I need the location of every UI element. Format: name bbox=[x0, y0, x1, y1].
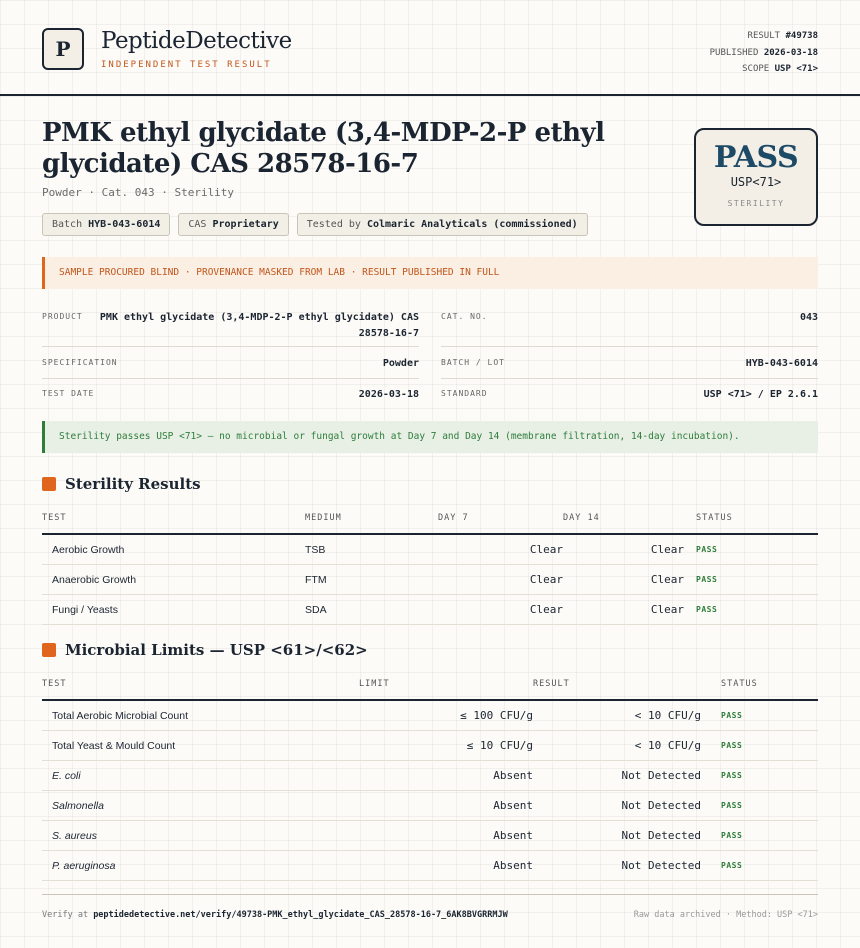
table-row bbox=[42, 565, 818, 595]
result: < 10 CFU/g bbox=[533, 731, 721, 761]
batch-chip-value: HYB-043-6014 bbox=[88, 219, 161, 230]
status-badge: PASS bbox=[721, 851, 818, 881]
sterility-title-text: Sterility Results bbox=[65, 475, 201, 493]
section-marker-icon bbox=[42, 643, 56, 657]
limit: ≤ 100 CFU/g bbox=[359, 700, 533, 731]
day14-result: Clear bbox=[563, 534, 696, 565]
archive-note: Raw data archived · Method: USP <71> bbox=[633, 910, 818, 920]
verify-label: Verify at bbox=[42, 910, 89, 920]
status-badge: PASS bbox=[696, 595, 818, 625]
scope-label: SCOPE bbox=[742, 64, 770, 74]
spec-label: SPECIFICATION bbox=[42, 358, 118, 367]
table-row bbox=[42, 821, 818, 851]
table-row bbox=[42, 700, 818, 731]
chip-row bbox=[42, 213, 588, 236]
status-badge: PASS bbox=[721, 731, 818, 761]
summary-note: Sterility passes USP <71> — no microbial or fungal growth at Day 7 and Day 14 (membrane filtration, 14-day incubation). bbox=[42, 421, 818, 453]
table-row bbox=[42, 595, 818, 625]
sterility-section-title bbox=[42, 475, 201, 493]
brand-name[interactable]: PeptideDetective bbox=[101, 28, 292, 54]
day14-result: Clear bbox=[563, 595, 696, 625]
test-name: S. aureus bbox=[42, 821, 359, 851]
badge-scope: STERILITY bbox=[727, 199, 785, 208]
microbial-table bbox=[42, 669, 818, 881]
cat-label: CAT. NO. bbox=[441, 312, 488, 321]
limit: Absent bbox=[359, 761, 533, 791]
table-header-row bbox=[42, 669, 818, 700]
microbial-section-title bbox=[42, 641, 368, 659]
batch-label: BATCH / LOT bbox=[441, 358, 505, 367]
medium: TSB bbox=[305, 534, 438, 565]
divider bbox=[42, 346, 419, 347]
provenance-banner: SAMPLE PROCURED BLIND · PROVENANCE MASKED FROM LAB · RESULT PUBLISHED IN FULL bbox=[42, 257, 818, 289]
brand-tagline: INDEPENDENT TEST RESULT bbox=[101, 60, 272, 70]
batch-value: HYB-043-6014 bbox=[745, 358, 818, 369]
info-spec bbox=[42, 358, 419, 374]
col-header: TEST bbox=[42, 503, 305, 534]
section-marker-icon bbox=[42, 477, 56, 491]
table-row bbox=[42, 851, 818, 881]
brand-logo: P bbox=[42, 28, 84, 70]
table-row bbox=[42, 791, 818, 821]
status-badge: PASS bbox=[721, 791, 818, 821]
table-row bbox=[42, 731, 818, 761]
test-name: Fungi / Yeasts bbox=[42, 595, 305, 625]
info-cat bbox=[441, 312, 818, 328]
standard-value: USP <71> / EP 2.6.1 bbox=[703, 389, 818, 400]
page-subtitle: Powder · Cat. 043 · Sterility bbox=[42, 186, 235, 199]
result: Not Detected bbox=[533, 821, 721, 851]
table-header-row bbox=[42, 503, 818, 534]
result: Not Detected bbox=[533, 761, 721, 791]
pass-badge bbox=[694, 128, 818, 226]
status-badge: PASS bbox=[696, 534, 818, 565]
result-label: RESULT bbox=[747, 31, 781, 41]
report-header bbox=[0, 0, 860, 96]
medium: FTM bbox=[305, 565, 438, 595]
cas-chip bbox=[178, 213, 288, 236]
product-value: PMK ethyl glycidate (3,4-MDP-2-P ethyl glycidate) CAS 28578-16-7 bbox=[99, 312, 419, 339]
table-row bbox=[42, 534, 818, 565]
result-meta bbox=[710, 28, 818, 78]
day14-result: Clear bbox=[563, 565, 696, 595]
page-title: PMK ethyl glycidate (3,4-MDP-2-P ethyl glycidate) CAS 28578-16-7 bbox=[42, 118, 605, 179]
limit: Absent bbox=[359, 791, 533, 821]
verify-line bbox=[42, 910, 508, 920]
status-badge: PASS bbox=[721, 821, 818, 851]
cas-chip-value: Proprietary bbox=[212, 219, 279, 230]
test-name: Total Aerobic Microbial Count bbox=[42, 700, 359, 731]
date-label: TEST DATE bbox=[42, 389, 95, 398]
test-name: Total Yeast & Mould Count bbox=[42, 731, 359, 761]
standard-label: STANDARD bbox=[441, 389, 488, 398]
test-name: Salmonella bbox=[42, 791, 359, 821]
info-batch bbox=[441, 358, 818, 374]
day7-result: Clear bbox=[438, 595, 563, 625]
verdict-text: PASS bbox=[713, 140, 799, 175]
limit: Absent bbox=[359, 851, 533, 881]
test-name: Aerobic Growth bbox=[42, 534, 305, 565]
medium: SDA bbox=[305, 595, 438, 625]
batch-chip bbox=[42, 213, 170, 236]
badge-standard: USP<71> bbox=[730, 175, 782, 189]
col-header: STATUS bbox=[696, 503, 818, 534]
divider bbox=[441, 378, 818, 379]
footer-divider bbox=[42, 894, 818, 895]
info-product bbox=[42, 312, 419, 342]
test-name: E. coli bbox=[42, 761, 359, 791]
tested-by-chip bbox=[297, 213, 588, 236]
col-header: TEST bbox=[42, 669, 359, 700]
status-badge: PASS bbox=[721, 761, 818, 791]
limit: Absent bbox=[359, 821, 533, 851]
date-value: 2026-03-18 bbox=[358, 389, 419, 400]
tested-chip-value: Colmaric Analyticals (commissioned) bbox=[366, 219, 578, 230]
spec-value: Powder bbox=[382, 358, 419, 369]
table-row bbox=[42, 761, 818, 791]
test-name: P. aeruginosa bbox=[42, 851, 359, 881]
test-name: Anaerobic Growth bbox=[42, 565, 305, 595]
result: < 10 CFU/g bbox=[533, 700, 721, 731]
day7-result: Clear bbox=[438, 534, 563, 565]
col-header: MEDIUM bbox=[305, 503, 438, 534]
col-header: LIMIT bbox=[359, 669, 533, 700]
col-header: DAY 7 bbox=[438, 503, 563, 534]
col-header: STATUS bbox=[721, 669, 818, 700]
divider bbox=[42, 378, 419, 379]
info-standard bbox=[441, 389, 818, 405]
tested-chip-label: Tested by bbox=[306, 219, 361, 230]
cat-value: 043 bbox=[799, 312, 818, 323]
status-badge: PASS bbox=[721, 700, 818, 731]
limit: ≤ 10 CFU/g bbox=[359, 731, 533, 761]
sterility-table bbox=[42, 503, 818, 625]
product-label: PRODUCT bbox=[42, 312, 83, 321]
cas-chip-label: CAS bbox=[188, 219, 207, 230]
status-badge: PASS bbox=[696, 565, 818, 595]
col-header: DAY 14 bbox=[563, 503, 696, 534]
scope-value: USP <71> bbox=[774, 64, 818, 74]
batch-chip-label: Batch bbox=[52, 219, 83, 230]
divider bbox=[441, 346, 818, 347]
published-date: 2026-03-18 bbox=[763, 47, 818, 58]
verify-link[interactable]: peptidedetective.net/verify/49738-PMK_ethyl_glycidate_CAS_28578-16-7_6AK8BVGRRMJW bbox=[93, 910, 508, 920]
result: Not Detected bbox=[533, 791, 721, 821]
microbial-title-text: Microbial Limits — USP <61>/<62> bbox=[65, 641, 368, 659]
result-number: #49738 bbox=[785, 31, 818, 41]
published-label: PUBLISHED bbox=[709, 47, 759, 58]
col-header: RESULT bbox=[533, 669, 721, 700]
day7-result: Clear bbox=[438, 565, 563, 595]
info-date bbox=[42, 389, 419, 405]
result: Not Detected bbox=[533, 851, 721, 881]
